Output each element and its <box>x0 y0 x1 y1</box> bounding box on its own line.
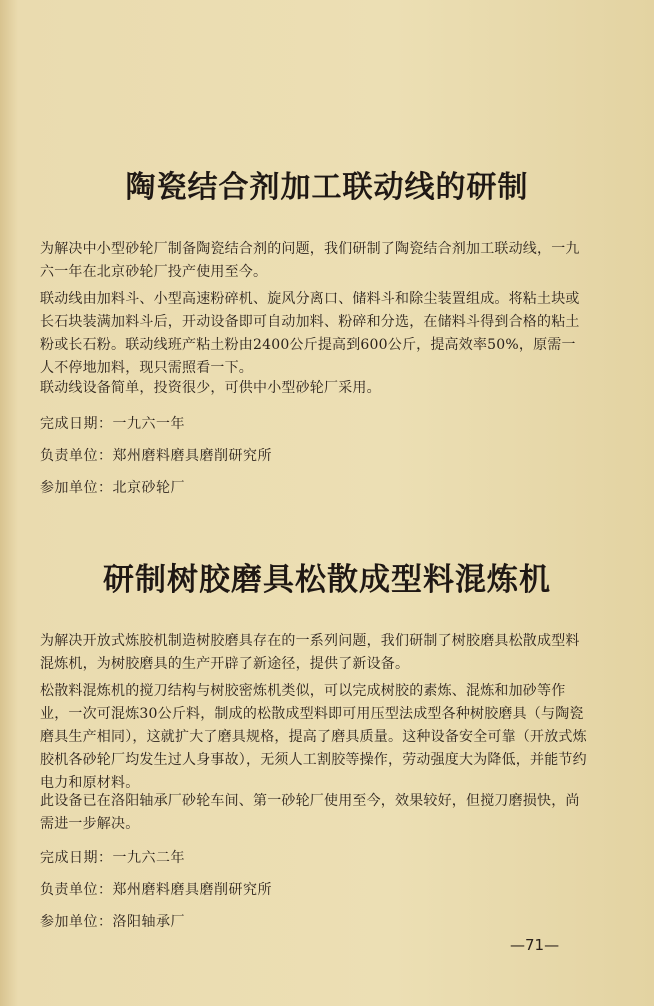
article-2-paragraph-3: 此设备已在洛阳轴承厂砂轮车间、第一砂轮厂使用至今，效果较好，但搅刀磨损快，尚需进一步解决。 <box>40 793 580 832</box>
article-2-paragraph-2: 松散料混炼机的搅刀结构与树胶密炼机类似，可以完成树胶的素炼、混炼和加砂等作业，一次可混炼30公斤料，制成的松散成型料即可用压型法成型各种树胶磨具（与陶瓷磨具生产相同），这就扩大了磨具规格，提高了磨具质量。这种设备安全可靠（开放式炼胶机各砂轮厂均发生过人身事故），无须人工割胶等操作，劳动强度大为降低，并能节约电力和原材料。 <box>40 683 587 791</box>
article-1-responsible-unit: 负责单位：郑州磨料磨具磨削研究所 <box>40 448 272 464</box>
article-2-title: 研制树胶磨具松散成型料混炼机 <box>103 562 551 598</box>
article-1-completion-date: 完成日期：一九六一年 <box>40 416 185 432</box>
article-2-completion-date: 完成日期：一九六二年 <box>40 850 185 866</box>
article-1-paragraph-2: 联动线由加料斗、小型高速粉碎机、旋风分离口、储料斗和除尘装置组成。将粘土块或长石块装满加料斗后，开动设备即可自动加料、粉碎和分选，在储料斗得到合格的粘土粉或长石粉。联动线班产粘土粉由2400公斤提高到600公斤，提高效率50%，原需一人不停地加料，现只需照看一下。 <box>40 291 580 376</box>
article-1-paragraph-1: 为解决中小型砂轮厂制备陶瓷结合剂的问题，我们研制了陶瓷结合剂加工联动线，一九六一年在北京砂轮厂投产使用至今。 <box>40 241 580 280</box>
article-2-paragraph-1: 为解决开放式炼胶机制造树胶磨具存在的一系列问题，我们研制了树胶磨具松散成型料混炼机，为树胶磨具的生产开辟了新途径，提供了新设备。 <box>40 633 580 672</box>
article-2-participating-unit: 参加单位：洛阳轴承厂 <box>40 914 185 930</box>
article-1-participating-unit: 参加单位：北京砂轮厂 <box>40 480 185 496</box>
page-number: —71— <box>510 936 560 954</box>
article-1-title: 陶瓷结合剂加工联动线的研制 <box>125 170 529 205</box>
article-2-responsible-unit: 负责单位：郑州磨料磨具磨削研究所 <box>40 882 272 898</box>
article-1-paragraph-3: 联动线设备简单，投资很少，可供中小型砂轮厂采用。 <box>40 380 381 396</box>
